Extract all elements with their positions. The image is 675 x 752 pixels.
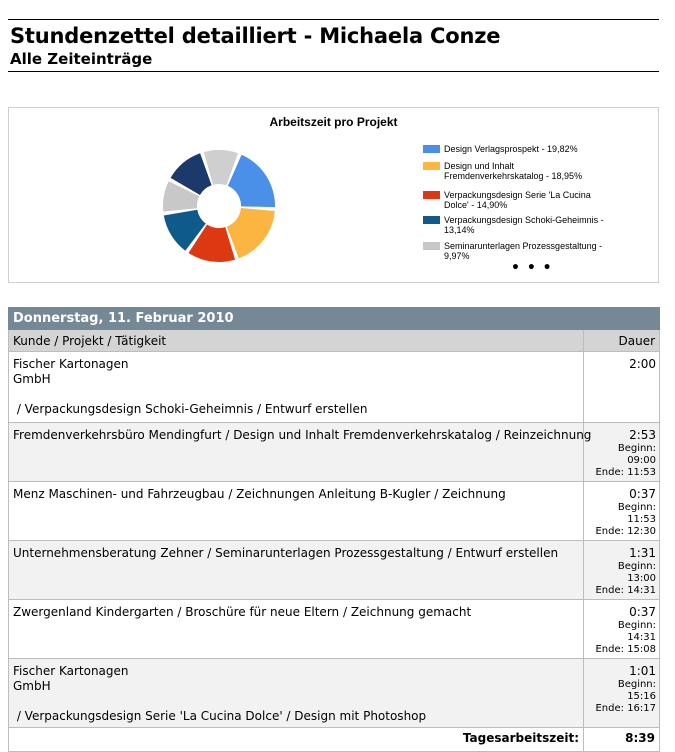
entry-description: [9, 423, 592, 482]
entry-end-time: Ende: 11:53: [595, 467, 657, 478]
entry-end-time: Ende: 14:31: [595, 585, 657, 596]
legend-swatch: [423, 162, 440, 170]
legend-more-indicator[interactable]: • • •: [511, 260, 553, 276]
entry-row[interactable]: [9, 600, 660, 659]
legend-swatch: [423, 216, 440, 224]
column-header-duration: Dauer: [584, 330, 660, 352]
entry-description: [9, 482, 584, 541]
donut-slice-2: [227, 208, 275, 258]
day-total-value: 8:39: [584, 728, 660, 752]
legend-label: Seminarunterlagen Prozessgestaltung - 9,97%: [444, 241, 603, 261]
entry-end-time: Ende: 16:17: [595, 703, 657, 714]
entry-row[interactable]: [9, 482, 660, 541]
entry-end-time: Ende: 15:08: [595, 644, 657, 655]
entry-text-line2: GmbH: [13, 679, 51, 693]
day-total-row: [9, 728, 660, 752]
legend-label: Design Verlagsprospekt - 19,82%: [444, 144, 578, 154]
entry-description: [9, 541, 584, 600]
entry-spacer: [13, 694, 579, 709]
entry-row[interactable]: [9, 541, 660, 600]
header-rule: [8, 71, 659, 72]
entry-duration-cell: [584, 659, 660, 728]
entry-text-line1: Fremdenverkehrsbüro Mendingfurt / Design und Inhalt Fremdenverkehrskatalog / Reinzeichnung: [13, 428, 592, 442]
donut-chart: [149, 142, 289, 267]
project-time-chart: [8, 107, 659, 283]
entry-begin-time: Beginn: 14:31: [617, 620, 657, 643]
entry-duration: 0:37: [629, 605, 657, 619]
entry-row[interactable]: [9, 659, 660, 728]
entry-text-line1: Zwergenland Kindergarten / Broschüre für neue Eltern / Zeichnung gemacht: [13, 605, 472, 619]
entry-row[interactable]: [9, 423, 660, 482]
page-title: Stundenzettel detailliert - Michaela Conze: [10, 24, 501, 48]
day-total-label: Tagesarbeitszeit:: [9, 728, 584, 752]
entry-spacer: [13, 387, 579, 402]
entry-description: [9, 659, 584, 728]
entry-begin-time: Beginn: 13:00: [617, 561, 657, 584]
entry-duration: 2:00: [629, 357, 657, 371]
entry-duration: 2:53: [629, 428, 657, 442]
entry-description: [9, 352, 584, 423]
entry-duration: 1:01: [629, 664, 657, 678]
donut-slice-1: [228, 155, 275, 207]
entry-end-time: Ende: 12:30: [595, 526, 657, 537]
entry-duration: 1:31: [629, 546, 657, 560]
entry-duration-cell: [584, 541, 660, 600]
entry-duration: 0:37: [629, 487, 657, 501]
day-header: Donnerstag, 11. Februar 2010: [9, 308, 660, 330]
legend-label: Design und Inhalt Fremdenverkehrskatalog - 18,95%: [444, 161, 583, 181]
entry-duration-cell: [584, 482, 660, 541]
chart-title: Arbeitszeit pro Projekt: [269, 115, 398, 129]
entry-text-line1: Fischer Kartonagen: [13, 664, 129, 678]
entry-text-line4: / Verpackungsdesign Serie 'La Cucina Dolce' / Design mit Photoshop: [13, 709, 427, 723]
entry-row[interactable]: [9, 352, 660, 423]
top-rule: [8, 19, 659, 20]
entry-text-line2: GmbH: [13, 372, 51, 386]
page-subtitle: Alle Zeiteinträge: [10, 50, 153, 68]
entry-duration-cell: [584, 352, 660, 423]
entry-begin-time: Beginn: 11:53: [617, 502, 657, 525]
entry-text-line1: Unternehmensberatung Zehner / Seminarunterlagen Prozessgestaltung / Entwurf erstellen: [13, 546, 559, 560]
entry-begin-time: Beginn: 09:00: [617, 443, 657, 466]
entry-duration-cell: [584, 600, 660, 659]
entry-begin-time: Beginn: 15:16: [617, 679, 657, 702]
legend-label: Verpackungsdesign Schoki-Geheimnis - 13,14%: [444, 215, 604, 235]
entry-text-line4: / Verpackungsdesign Schoki-Geheimnis / Entwurf erstellen: [13, 402, 368, 416]
day-entries-table: [8, 307, 660, 752]
legend-swatch: [423, 145, 440, 153]
entry-text-line1: Menz Maschinen- und Fahrzeugbau / Zeichnungen Anleitung B-Kugler / Zeichnung: [13, 487, 506, 501]
entry-duration-cell: [584, 423, 660, 482]
legend-swatch: [423, 191, 440, 199]
day-header-row: [9, 308, 660, 330]
entry-description: [9, 600, 584, 659]
legend-label: Verpackungsdesign Serie 'La Cucina Dolce' - 14,90%: [444, 190, 591, 210]
column-header-activity: Kunde / Projekt / Tätigkeit: [9, 330, 584, 352]
entry-text-line1: Fischer Kartonagen: [13, 357, 129, 371]
column-header-row: [9, 330, 660, 352]
legend-swatch: [423, 242, 440, 250]
